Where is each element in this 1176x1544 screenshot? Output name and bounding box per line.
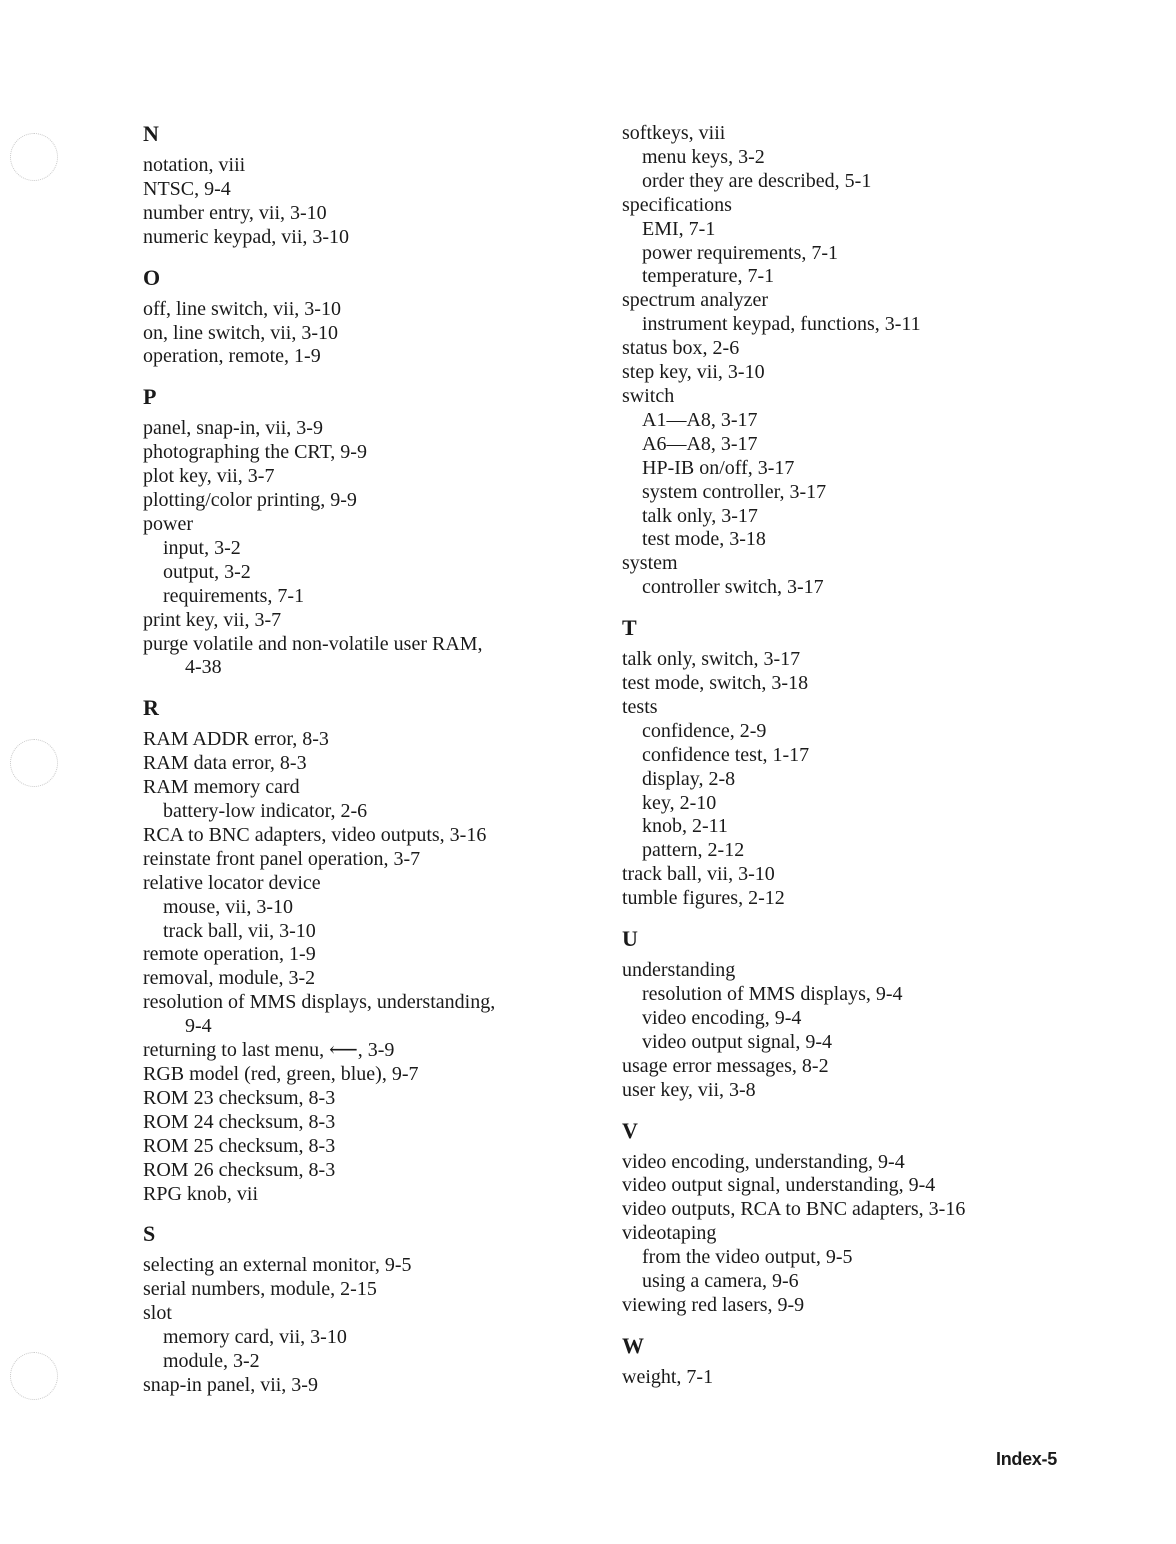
index-entry: ROM 25 checksum, 8-3 [143, 1134, 336, 1157]
binder-hole [10, 1352, 58, 1400]
index-section [143, 266, 583, 370]
index-subentry: menu keys, 3-2 [642, 145, 765, 168]
index-section [143, 696, 583, 1206]
index-entry: tests [622, 695, 658, 718]
index-subentry: A6—A8, 3-17 [642, 432, 758, 455]
index-subentry: from the video output, 9-5 [642, 1246, 853, 1269]
index-subentry: video encoding, 9-4 [642, 1006, 802, 1029]
index-entry: off, line switch, vii, 3-10 [143, 297, 341, 320]
index-entry: number entry, vii, 3-10 [143, 201, 327, 224]
index-section [143, 1222, 583, 1397]
index-entry: returning to last menu, ⟵, 3-9 [143, 1039, 395, 1062]
index-entry: ROM 23 checksum, 8-3 [143, 1086, 336, 1109]
index-entry: print key, vii, 3-7 [143, 608, 282, 631]
index-entry: usage error messages, 8-2 [622, 1054, 829, 1077]
index-subentry: A1—A8, 3-17 [642, 408, 758, 431]
index-entry: user key, vii, 3-8 [622, 1078, 756, 1101]
index-entry: video encoding, understanding, 9-4 [622, 1150, 905, 1173]
index-entry: 9-4 [185, 1015, 212, 1038]
index-entry: status box, 2-6 [622, 337, 740, 360]
index-entry: relative locator device [143, 871, 321, 894]
index-subentry: confidence, 2-9 [642, 719, 767, 742]
index-entry: panel, snap-in, vii, 3-9 [143, 417, 323, 440]
index-entry: notation, viii [143, 154, 246, 176]
index-entry: removal, module, 3-2 [143, 967, 316, 990]
index-entry: video outputs, RCA to BNC adapters, 3-16 [622, 1198, 966, 1221]
index-entry: on, line switch, vii, 3-10 [143, 321, 338, 344]
index-entry: operation, remote, 1-9 [143, 345, 321, 368]
section-letter: P [143, 384, 157, 410]
index-subentry: video output signal, 9-4 [642, 1030, 832, 1053]
index-subentry: confidence test, 1-17 [642, 743, 810, 766]
index-subentry: order they are described, 5-1 [642, 169, 872, 192]
index-entry: system [622, 552, 678, 575]
index-entry: spectrum analyzer [622, 289, 769, 312]
section-letter: W [622, 1332, 644, 1358]
index-subentry: memory card, vii, 3-10 [163, 1326, 347, 1349]
index-subentry: resolution of MMS displays, 9-4 [642, 983, 903, 1005]
index-entry: RAM memory card [143, 776, 300, 799]
section-letter: T [622, 615, 637, 641]
index-entry: serial numbers, module, 2-15 [143, 1278, 377, 1301]
index-subentry: using a camera, 9-6 [642, 1270, 799, 1293]
index-column-left [143, 122, 583, 1398]
index-entry: power [143, 512, 193, 535]
index-subentry: track ball, vii, 3-10 [163, 919, 316, 942]
index-subentry: HP-IB on/off, 3-17 [642, 456, 795, 479]
index-entry: specifications [622, 193, 732, 216]
index-entry: switch [622, 384, 675, 407]
index-entry: weight, 7-1 [622, 1365, 714, 1388]
section-letter: U [622, 926, 638, 952]
index-section [143, 385, 583, 680]
index-entry: understanding [622, 959, 736, 982]
index-subentry: input, 3-2 [163, 536, 241, 559]
index-entry: snap-in panel, vii, 3-9 [143, 1373, 318, 1396]
index-subentry: power requirements, 7-1 [642, 241, 839, 264]
section-letter: R [143, 695, 159, 721]
index-subentry: talk only, 3-17 [642, 504, 758, 527]
section-letter: V [622, 1117, 638, 1143]
index-entry: RAM ADDR error, 8-3 [143, 728, 329, 751]
index-entry: ROM 26 checksum, 8-3 [143, 1158, 336, 1181]
index-section [622, 616, 1142, 911]
index-subentry: system controller, 3-17 [642, 480, 827, 503]
index-entry: 4-38 [185, 656, 222, 679]
binder-hole [10, 739, 58, 787]
index-entry: video output signal, understanding, 9-4 [622, 1174, 936, 1197]
page-number: Index-5 [996, 1449, 1057, 1469]
index-subentry: display, 2-8 [642, 767, 736, 790]
index-entry: plotting/color printing, 9-9 [143, 489, 357, 512]
section-letter: N [143, 121, 159, 146]
index-entry: talk only, switch, 3-17 [622, 648, 801, 671]
index-entry: NTSC, 9-4 [143, 177, 231, 200]
index-subentry: EMI, 7-1 [642, 217, 716, 240]
index-column-right [622, 122, 1142, 1390]
index-entry: remote operation, 1-9 [143, 943, 316, 966]
index-entry: purge volatile and non-volatile user RAM, [143, 632, 483, 655]
index-subentry: module, 3-2 [163, 1350, 260, 1373]
index-entry: reinstate front panel operation, 3-7 [143, 847, 421, 870]
index-entry: RGB model (red, green, blue), 9-7 [143, 1063, 419, 1085]
index-section [622, 1334, 1142, 1390]
index-entry: tumble figures, 2-12 [622, 887, 785, 910]
index-entry: RAM data error, 8-3 [143, 752, 307, 775]
index-subentry: requirements, 7-1 [163, 584, 305, 607]
index-subentry: pattern, 2-12 [642, 839, 745, 862]
index-section [622, 122, 1142, 600]
index-subentry: controller switch, 3-17 [642, 576, 824, 599]
index-entry: RCA to BNC adapters, video outputs, 3-16 [143, 823, 487, 846]
index-subentry: output, 3-2 [163, 560, 251, 583]
index-entry: photographing the CRT, 9-9 [143, 441, 367, 464]
index-entry: step key, vii, 3-10 [622, 361, 765, 384]
index-subentry: mouse, vii, 3-10 [163, 895, 293, 918]
index-entry: test mode, switch, 3-18 [622, 672, 809, 695]
section-letter: S [143, 1221, 156, 1247]
index-entry: slot [143, 1302, 172, 1325]
index-subentry: battery-low indicator, 2-6 [163, 800, 368, 823]
index-subentry: instrument keypad, functions, 3-11 [642, 313, 921, 336]
index-entry: track ball, vii, 3-10 [622, 863, 775, 886]
binder-hole [10, 133, 58, 181]
index-entry: resolution of MMS displays, understanding, [143, 991, 496, 1014]
index-section [622, 1119, 1142, 1318]
index-subentry: key, 2-10 [642, 791, 717, 814]
index-entry: numeric keypad, vii, 3-10 [143, 225, 350, 248]
index-entry: plot key, vii, 3-7 [143, 465, 275, 488]
index-entry: softkeys, viii [622, 122, 726, 144]
index-section [622, 927, 1142, 1102]
index-entry: videotaping [622, 1222, 717, 1245]
index-entry: ROM 24 checksum, 8-3 [143, 1110, 336, 1133]
index-subentry: temperature, 7-1 [642, 265, 775, 288]
section-letter: O [143, 264, 161, 290]
index-subentry: test mode, 3-18 [642, 528, 766, 551]
index-subentry: knob, 2-11 [642, 815, 728, 838]
index-entry: RPG knob, vii [143, 1182, 259, 1205]
index-entry: viewing red lasers, 9-9 [622, 1293, 805, 1316]
index-section [143, 122, 583, 250]
index-entry: selecting an external monitor, 9-5 [143, 1254, 412, 1277]
